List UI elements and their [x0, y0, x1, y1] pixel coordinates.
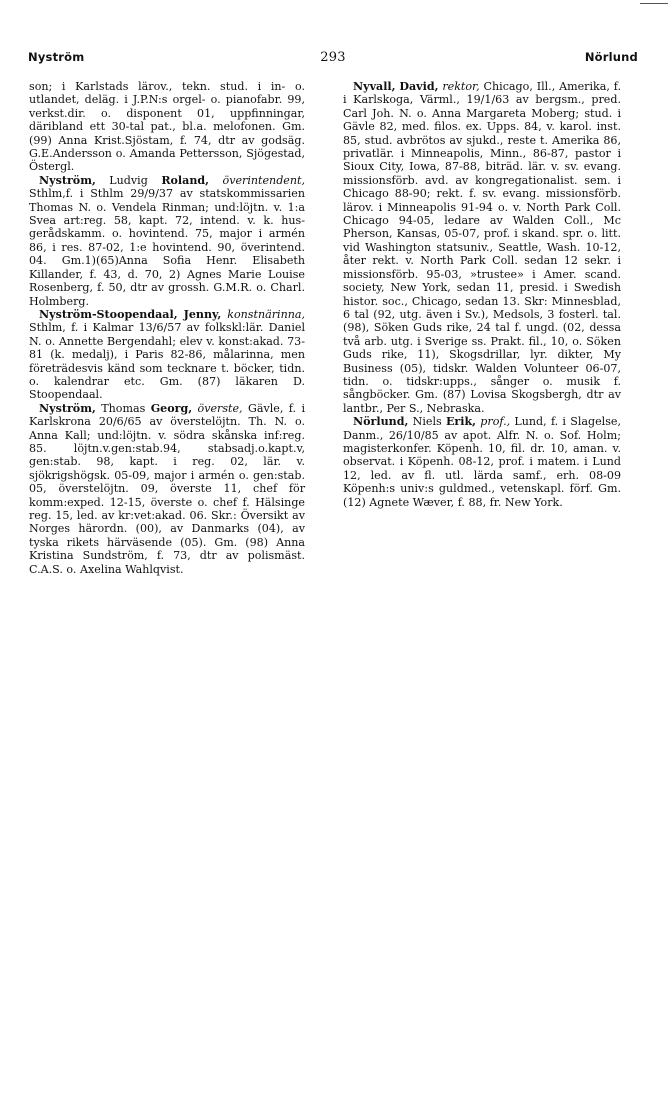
entry-surname: Nyström, [39, 401, 96, 415]
entry-given-bold: Jenny, [183, 307, 222, 321]
entry-title: överintendent, [209, 173, 305, 187]
entry-given-bold: Georg, [150, 401, 193, 415]
entry-title: rektor, [438, 80, 480, 93]
entry-given-pre: Thomas [95, 401, 151, 415]
entry-text: Lund, f. i Slagelse, Danm., 26/10/85 av apot. Alfr. N. o. Sof. Holm; magisterkonfer. Köpenh. 10, fil. dr. 10, aman. v. observat. i Köpenh. 08-12, prof. i matem. i Lund 12, led. av fl. utl. lärda samf., erh. 08-09 Köpenh:s univ:s guldmed., vetenskapl. förf. Gm. (12) Agnete Wæver, f. 88, fr. New York. [343, 415, 622, 509]
entry-given-bold: David, [399, 80, 439, 93]
entry-surname: Nyström, [39, 173, 96, 187]
entry-given-pre: Niels [408, 415, 446, 429]
entry-surname: Nyström-Stoopendaal, [39, 307, 178, 321]
entry-text: son; i Karlstads lärov., tekn. stud. i in- o. utlandet, deläg. i J.P.N:s orgel- o. pianofabr. 99, verkst.dir. o. disponent 01, uppfinningar, däribland ett 30-tal pat., bl.a. melofonen. Gm. (99) Anna Krist.Sjöstam, f. 74, dtr av godsäg. G.E.Andersson o. Amanda Pettersson, Sjögestad, Östergl. [29, 80, 305, 174]
entry-nystrom-ludvig [29, 174, 305, 308]
page-number: 293 [320, 50, 346, 65]
entry-nystrom-stoopendaal-jenny [29, 308, 305, 402]
entry-text: Gävle, f. i Karlskrona 20/6/65 av överstelöjtn. Th. N. o. Anna Kall; und:löjtn. v. södra skånska inf:reg. 85. löjtn.v.gen:stab.94, stabsadj.o.kapt.v, gen:stab. 98, kapt. i reg. 02, lär. v. sjökrigshögsk. 05-09, major i armén o. gen:stab. 05, överstelöjtn. 09, överste 11, chef för komm:exped. 12-15, överste o. chef f. Hälsinge reg. 15, led. av kr:vet:akad. 06. Skr.: Översikt av Norges härordn. (00), av Danmarks (04), av tyska rikets härväsende (05). Gm. (98) Anna Kristina Sundström, f. 73, dtr av polismäst. C.A.S. o. Axelina Wahlqvist. [29, 401, 306, 576]
entry-given-bold: Erik, [445, 415, 477, 429]
entry-text: Sthlm,f. i Sthlm 29/9/37 av statskommissarien Thomas N. o. Vendela Rinman; und:löjtn. v. 1:a Svea art:reg. 58, kapt. 72, intend. v. k. hus-gerådskamm. o. hovintend. 75, major i armén 86, i res. 87-02, 1:e hovintend. 90, överintend. 04. Gm.1)(65)Anna Sofia Henr. Elisabeth Killander, f. 43, d. 70, 2) Agnes Marie Louise Rosenberg, f. 50, dtr av grossh. G.M.R. o. Charl. Holmberg. [29, 187, 305, 308]
header-last-entry: Nörlund [584, 50, 638, 64]
entry-nystrom-georg [29, 402, 305, 576]
entry-surname: Nörlund, [353, 415, 409, 429]
entry-given-bold: Roland, [161, 173, 210, 187]
running-header [28, 50, 638, 66]
left-column [29, 80, 305, 576]
entry-title: konstnärinna, [221, 307, 305, 321]
entry-norlund-erik [343, 415, 621, 509]
entry-title: överste, [192, 401, 243, 415]
entry-title: prof., [476, 415, 511, 429]
entry-text: Sthlm, f. i Kalmar 13/6/57 av folkskl:lär. Daniel N. o. Annette Bergendahl; elev v. konst:akad. 73-81 (k. medalj), i Paris 82-86, målarinna, men företrädesvis känd som tecknare t. böcker, tidn. o. kalendrar etc. Gm. (87) läkaren D. Stoopendaal. [29, 321, 305, 402]
entry-given-pre: Ludvig [95, 173, 162, 187]
entry-text: Chicago, Ill., Amerika, f. i Karlskoga, Värml., 19/1/63 av bergsm., pred. Carl Joh. N. o. Anna Margareta Moberg; stud. i Gävle 82, med. filos. ex. Upps. 84, v. karol. inst. 85, stud. avbrötos av sjukd., reste t. Amerika 86, privatlär. i Minneapolis, Minn., 86-87, pastor i Sioux City, Iowa, 87-88, biträd. lär. v. sv. evang. missionsförb. avd. av kongregationalist. sem. i Chicago 88-90; rekt. f. sv. evang. missionsförb. lärov. i Minneapolis 91-94 o. v. North Park Coll. Chicago 94-05, ledare av Walden Coll., Mc Pherson, Kansas, 05-07, prof. i skand. spr. o. litt. vid Washington statsuniv., Seattle, Wash. 10-12, åter rekt. v. North Park Coll. sedan 12 sekr. i missionsförb. 95-03, »trustee» i Amer. scand. society, New York, sedan 11, presid. i Swedish histor. soc., Chicago, sedan 13. Skr: Minnesblad, 6 tal (92, utg. även i Sv.), Medsols, 3 fosterl. tal. (98), Söken Guds rike, 24 tal f. ungd. (02, dessa två arb. utg. i Sverige ss. Prakt. fil., 10, o. Söken Guds rike, 11), Skogsdrillar, lyr. dikter, My Business (05), tidskr. Walden Volunteer 06-07, tidn. o. tidskr:upps., sånger o. musik f. sångböcker. Gm. (87) Lovisa Skogsbergh, dtr av lantbr., Per S., Nebraska. [343, 80, 621, 415]
right-column [343, 80, 621, 509]
entry-nyvall-david [343, 80, 621, 415]
header-first-entry: Nyström [28, 50, 85, 64]
entry-surname: Nyvall, [353, 80, 396, 93]
corner-rule [640, 3, 668, 4]
entry-continuation [29, 80, 305, 174]
